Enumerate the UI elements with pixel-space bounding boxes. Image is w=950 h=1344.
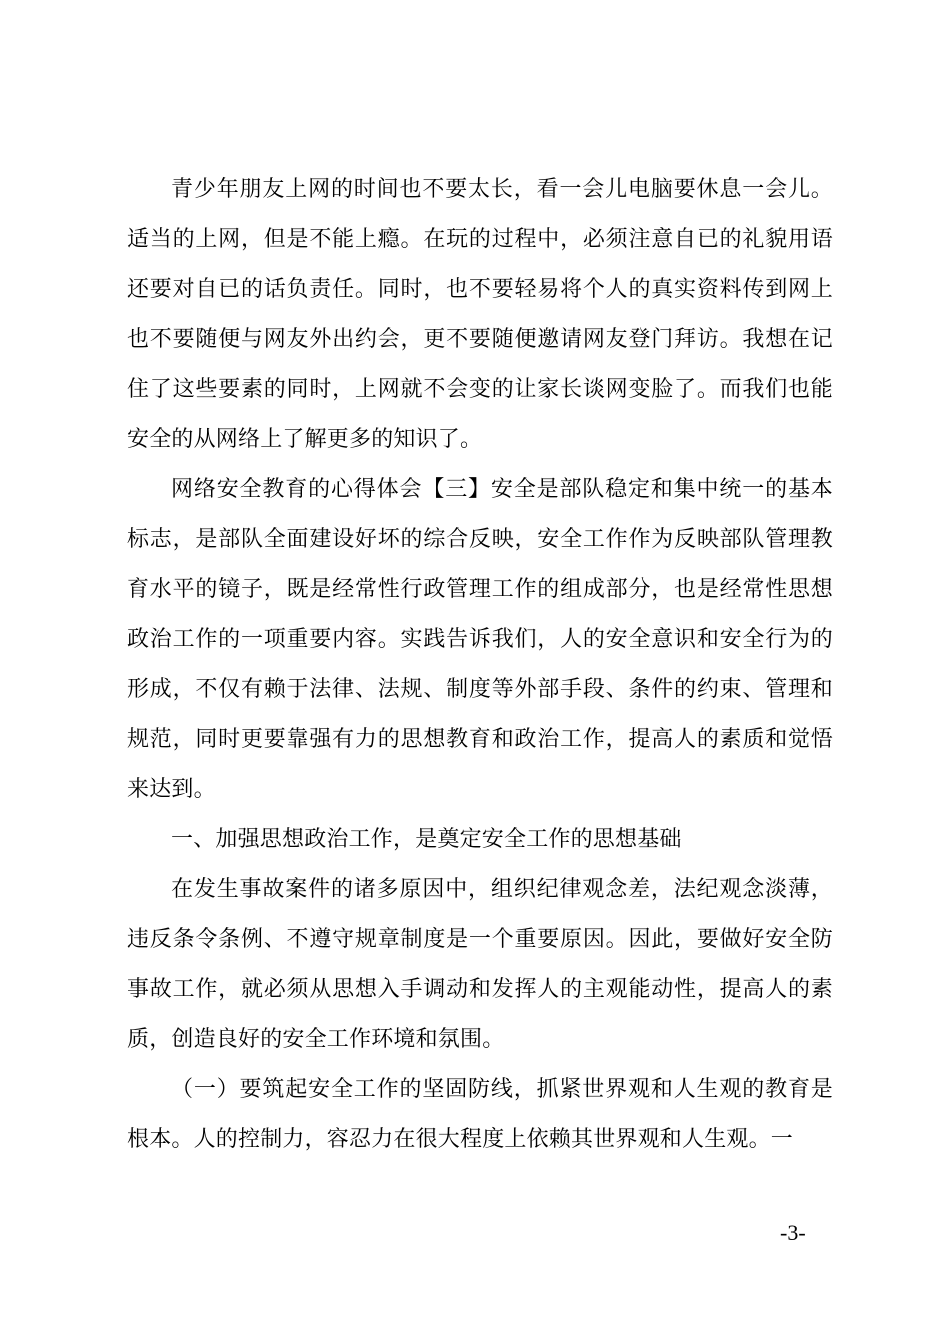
paragraph-2: 网络安全教育的心得体会【三】安全是部队稳定和集中统一的基本标志，是部队全面建设好坏的综合反映，安全工作作为反映部队管理教育水平的镜子，既是经常性行政管理工作的组成部分，也是经常性思想政治工作的一项重要内容。实践告诉我们，人的安全意识和安全行为的形成，不仅有赖于法律、法规、制度等外部手段、条件的约束、管理和规范，同时更要靠强有力的思想教育和政治工作，提高人的素质和觉悟来达到。 — [127, 477, 833, 802]
document-body — [127, 165, 833, 1165]
paragraph-1: 青少年朋友上网的时间也不要太长，看一会儿电脑要休息一会儿。适当的上网，但是不能上瘾。在玩的过程中，必须注意自已的礼貌用语还要对自已的话负责任。同时，也不要轻易将个人的真实资料传到网上也不要随便与网友外出约会，更不要随便邀请网友登门拜访。我想在记住了这些要素的同时，上网就不会变的让家长谈网变脸了。而我们也能安全的从网络上了解更多的知识了。 — [127, 177, 833, 452]
paragraph-3: 在发生事故案件的诸多原因中，组织纪律观念差，法纪观念淡薄，违反条令条例、不遵守规章制度是一个重要原因。因此，要做好安全防事故工作，就必须从思想入手调动和发挥人的主观能动性，提高人的素质，创造良好的安全工作环境和氛围。 — [127, 877, 833, 1052]
section-heading: 一、加强思想政治工作，是奠定安全工作的思想基础 — [171, 827, 682, 852]
page-number: -3- — [780, 1220, 806, 1245]
paragraph-4: （一）要筑起安全工作的坚固防线，抓紧世界观和人生观的教育是根本。人的控制力，容忍力在很大程度上依赖其世界观和人生观。一 — [127, 1077, 833, 1152]
